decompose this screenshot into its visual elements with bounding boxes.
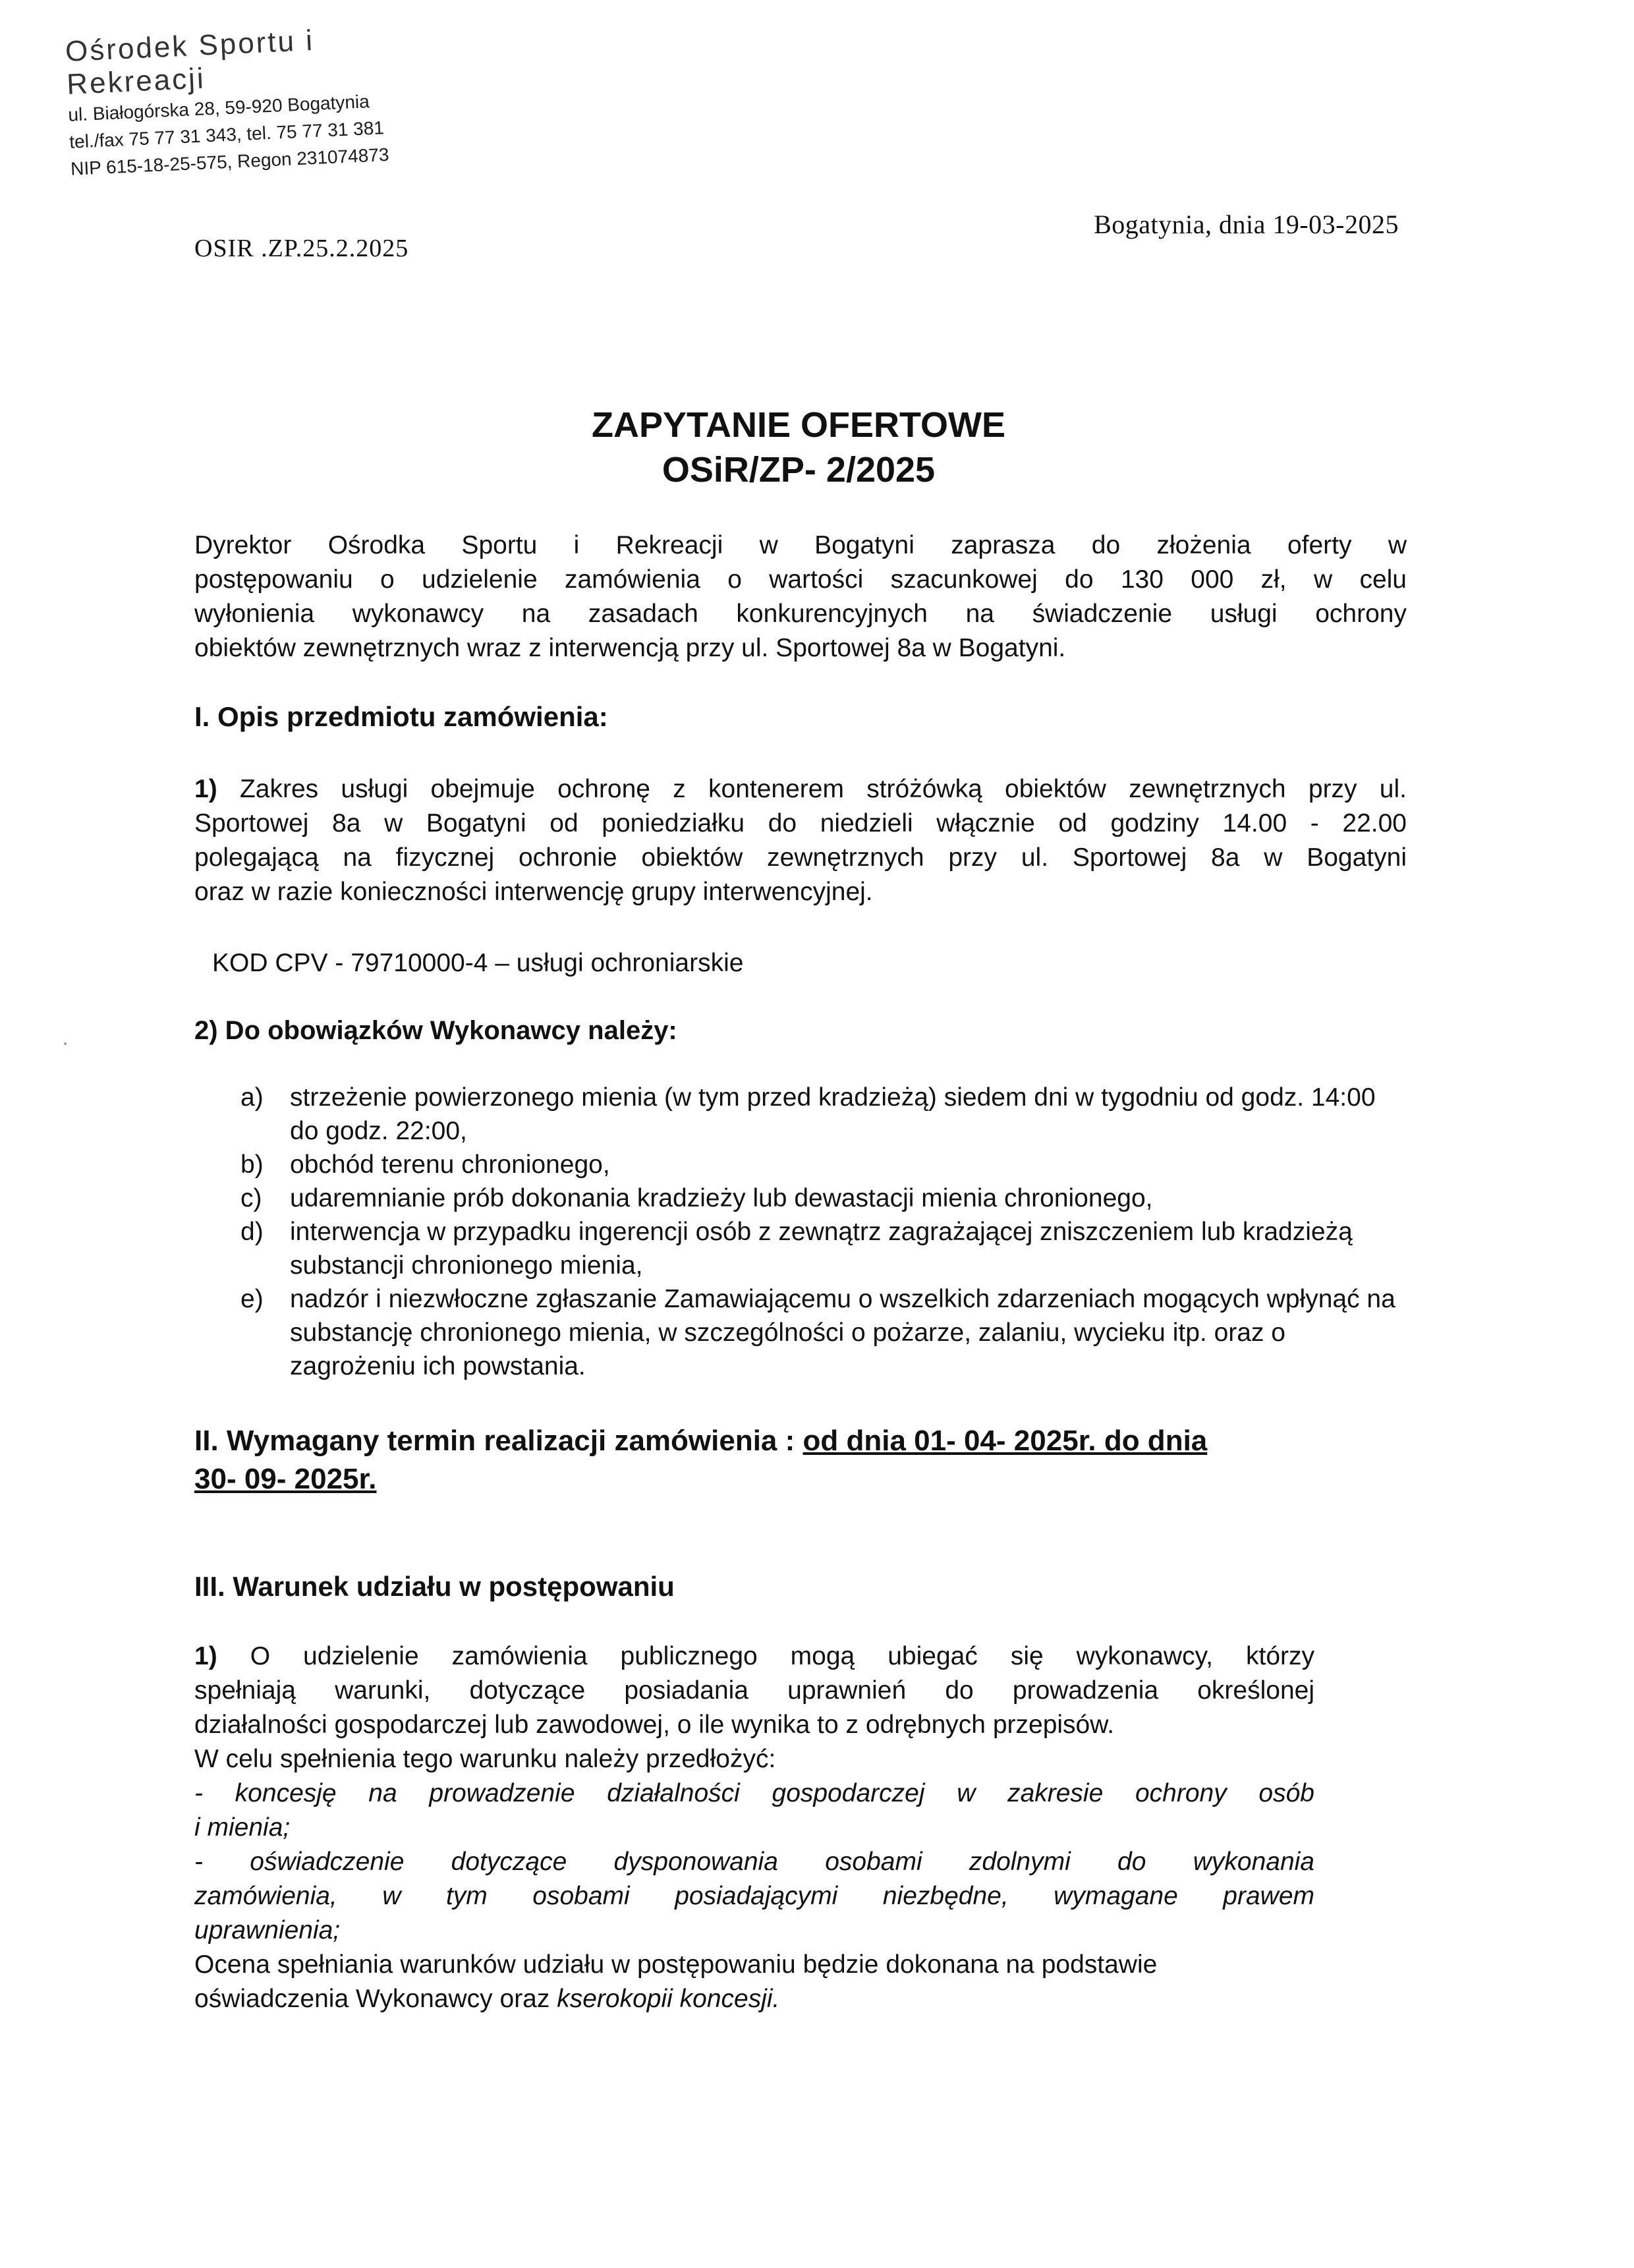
document-number: OSiR/ZP- 2/2025 — [662, 450, 936, 490]
assessment-line: Ocena spełniania warunków udziału w postępowaniu będzie dokonana na podstawie — [194, 1950, 1158, 1979]
list-item: e) nadzór i niezwłoczne zgłaszanie Zamawiającemu o wszelkich zdarzeniach mogących wpłynąć na substancję chronionego mienia, w szczególności o pożarze, zalaniu, wycieku itp. oraz o zagrożeniu ich powstania. — [240, 1285, 1395, 1380]
paragraph-number: 1) — [194, 775, 217, 803]
requirement-concession-cont: i mienia; — [194, 1813, 291, 1842]
section-1-paragraph-1 — [194, 772, 1407, 909]
duties-list — [240, 1081, 1400, 1383]
reference-number: OSIR .ZP.25.2.2025 — [194, 235, 409, 262]
list-item: a) strzeżenie powierzonego mienia (w tym przed kradzieżą) siedem dni w tygodniu od godz. 14:00 do godz. 22:00, — [240, 1083, 1376, 1145]
document-title: ZAPYTANIE OFERTOWE — [591, 405, 1005, 445]
requirement-statement: - oświadczenie dotyczące dysponowania osobami zdolnymi do wykonania — [194, 1848, 1314, 1876]
paragraph-line: 1) Zakres usługi obejmuje ochronę z kontenerem stróżówką obiektów zewnętrznych przy ul. — [194, 775, 1407, 803]
place-and-date: Bogatynia, dnia 19-03-2025 — [1094, 210, 1399, 239]
cpv-code: KOD CPV - 79710000-4 – usługi ochroniarskie — [212, 949, 744, 977]
realization-period-end: 30- 09- 2025r. — [194, 1463, 377, 1495]
section-1-heading: I. Opis przedmiotu zamówienia: — [194, 701, 608, 732]
paragraph-line: działalności gospodarczej lub zawodowej, o ile wynika to z odrębnych przepisów. — [194, 1711, 1115, 1739]
section-2-heading: II. Wymagany termin realizacji zamówienia : od dnia 01- 04- 2025r. do dnia 30- 09- 2025r. — [194, 1425, 1208, 1495]
stamp-tax-ids: NIP 615-18-25-575, Regon 231074873 — [70, 144, 390, 179]
paragraph-line: 1) O udzielenie zamówienia publicznego mogą ubiegać się wykonawcy, którzy — [194, 1642, 1315, 1670]
stamp-institution-name: Ośrodek Sportu i Rekreacji — [65, 24, 315, 101]
realization-period: od dnia 01- 04- 2025r. do dnia — [803, 1425, 1208, 1457]
institution-stamp — [65, 19, 440, 183]
intro-line: wyłonienia wykonawcy na zasadach konkurencyjnych na świadczenie usługi ochrony — [194, 600, 1407, 628]
intro-line: obiektów zewnętrznych wraz z interwencją przy ul. Sportowej 8a w Bogatyni. — [194, 634, 1066, 662]
paragraph-line: spełniają warunki, dotyczące posiadania uprawnień do prowadzenia określonej — [194, 1676, 1314, 1705]
paragraph-line: polegającą na fizycznej ochronie obiektów zewnętrznych przy ul. Sportowej 8a w Bogatyni — [194, 843, 1407, 872]
list-item: b) obchód terenu chronionego, — [240, 1150, 610, 1179]
scan-speck — [64, 1042, 67, 1045]
assessment-line: oświadczenia Wykonawcy oraz kserokopii koncesji. — [194, 1985, 780, 2013]
requirement-statement-cont: zamówienia, w tym osobami posiadającymi niezbędne, wymagane prawem — [194, 1882, 1314, 1910]
duties-heading: 2) Do obowiązków Wykonawcy należy: — [194, 1016, 677, 1045]
requirement-statement-end: uprawnienia; — [194, 1916, 341, 1944]
list-item: d) interwencja w przypadku ingerencji osób z zewnątrz zagrażającej zniszczeniem lub kradzieżą substancji chronionego mienia, — [240, 1218, 1353, 1280]
section-3-heading: III. Warunek udziału w postępowaniu — [194, 1571, 675, 1602]
list-item: c) udaremnianie prób dokonania kradzieży lub dewastacji mienia chronionego, — [240, 1184, 1153, 1212]
paragraph-line: oraz w razie konieczności interwencję grupy interwencyjnej. — [194, 878, 873, 906]
stamp-phone: tel./fax 75 77 31 343, tel. 75 77 31 381 — [69, 117, 385, 152]
section-3-paragraph — [194, 1639, 1314, 2016]
stamp-address: ul. Białogórska 28, 59-920 Bogatynia — [67, 91, 370, 125]
paragraph-number: 1) — [194, 1642, 217, 1670]
intro-line: postępowaniu o udzielenie zamówienia o wartości szacunkowej do 130 000 zł, w celu — [194, 565, 1407, 594]
requirement-concession: - koncesję na prowadzenie działalności gospodarczej w zakresie ochrony osób — [194, 1779, 1314, 1807]
paragraph-line: Sportowej 8a w Bogatyni od poniedziałku do niedzieli włącznie od godziny 14.00 - 22.00 — [194, 809, 1407, 837]
intro-paragraph — [194, 528, 1407, 666]
intro-line: Dyrektor Ośrodka Sportu i Rekreacji w Bogatyni zaprasza do złożenia oferty w — [194, 531, 1407, 559]
paragraph-line: W celu spełnienia tego warunku należy przedłożyć: — [194, 1745, 776, 1773]
